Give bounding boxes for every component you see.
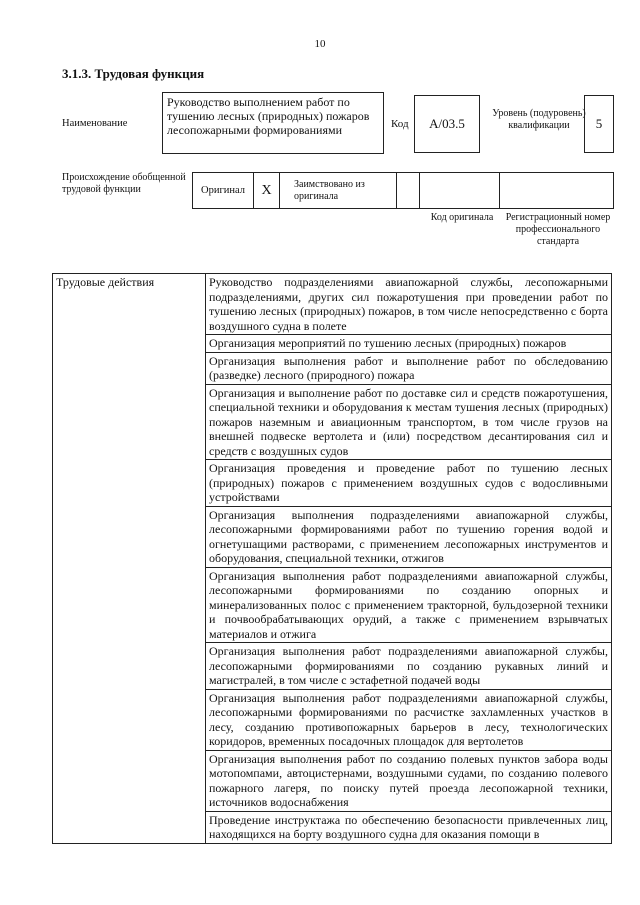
name-label: Наименование <box>62 118 128 129</box>
code-value-box <box>414 95 480 153</box>
code-label: Код <box>391 118 409 130</box>
original-label: Оригинал <box>201 185 245 196</box>
labor-action-item: Организация выполнения работ подразделениями авиапожарной службы, лесопожарными формированиями по расчистке захламленных участков в лесу, созданию противопожарных барьеров в лесу, технологических коридоров, временных посадочных площадок для вертолетов <box>206 689 612 750</box>
labor-action-item: Организация выполнения работ по созданию полевых пунктов забора воды мотопомпами, автоцистернами, воздушными судами, по созданию полевого пожарного лагеря, по поиску путей проезда лесопожарной техники, источников водоснабжения <box>206 750 612 811</box>
reg-number-caption: Регистрационный номер профессионального стандарта <box>505 212 611 247</box>
original-code-caption: Код оригинала <box>430 212 494 223</box>
labor-action-item: Организация проведения и проведение работ по тушению лесных (природных) пожаров с применением воздушных судов с водосливными устройствами <box>206 460 612 507</box>
original-mark-cell <box>253 172 280 209</box>
labor-action-item: Организация и выполнение работ по доставке сил и средств пожаротушения, специальной техники и оборудования к местам тушения лесных (природных) пожаров наземным и авиационным транспортом, в том числе грузов на внешней подвеске вертолета и (или) посредством десантирования сил и средств с воздушных судов <box>206 384 612 460</box>
section-title: 3.1.3. Трудовая функция <box>62 66 205 81</box>
original-code-cell <box>419 172 500 209</box>
borrowed-mark-cell <box>396 172 420 209</box>
labor-action-item: Проведение инструктажа по обеспечению безопасности привлеченных лиц, находящихся на борту воздушного судна для оказания помощи в <box>206 811 612 843</box>
qualification-level-value: 5 <box>595 116 603 131</box>
labor-action-item: Организация мероприятий по тушению лесных (природных) пожаров <box>206 335 612 353</box>
qualification-level-label: Уровень (подуровень) квалификации <box>492 108 586 131</box>
origin-label: Происхождение обобщенной трудовой функции <box>62 172 186 195</box>
function-name-box <box>162 92 384 154</box>
labor-actions-table <box>52 273 612 844</box>
original-cell <box>192 172 254 209</box>
page-number: 10 <box>314 38 326 50</box>
labor-action-item: Организация выполнения работ подразделениями авиапожарной службы, лесопожарными формированиями по созданию опорных и минерализованных полос с применением тракторной, бульдозерной техники и почвообрабатывающих орудий, а также с применением взрывчатых материалов и отжига <box>206 567 612 643</box>
code-value: А/03.5 <box>429 116 465 131</box>
origin-grid <box>192 172 614 209</box>
labor-actions-label: Трудовые действия <box>53 274 206 844</box>
qualification-level-box <box>584 95 614 153</box>
table-row <box>53 274 612 335</box>
function-name-value: Руководство выполнением работ по тушению лесных (природных) пожаров лесопожарными формированиями <box>167 95 370 137</box>
labor-action-item: Руководство подразделениями авиапожарной службы, лесопожарными подразделениями, других сил пожаротушения при проведении работ по тушению лесных (природных) пожаров, в том числе непосредственно с борта воздушного судна в полете <box>206 274 612 335</box>
borrowed-label: Заимствовано из оригинала <box>294 179 365 202</box>
labor-action-item: Организация выполнения работ и выполнение работ по обследованию (разведке) лесного (природного) пожара <box>206 352 612 384</box>
original-mark: X <box>261 182 272 198</box>
reg-number-cell <box>499 172 614 209</box>
labor-action-item: Организация выполнения подразделениями авиапожарной службы, лесопожарными формированиями работ по тушению горения водой и огнетушащими растворами, с применением лесопожарных инструментов и оборудования, специальной техники, отжигов <box>206 506 612 567</box>
borrowed-cell <box>279 172 397 209</box>
labor-action-item: Организация выполнения работ подразделениями авиапожарной службы, лесопожарными формированиями по созданию рукавных линий и магистралей, в том числе с эстафетной подачей воды <box>206 643 612 690</box>
